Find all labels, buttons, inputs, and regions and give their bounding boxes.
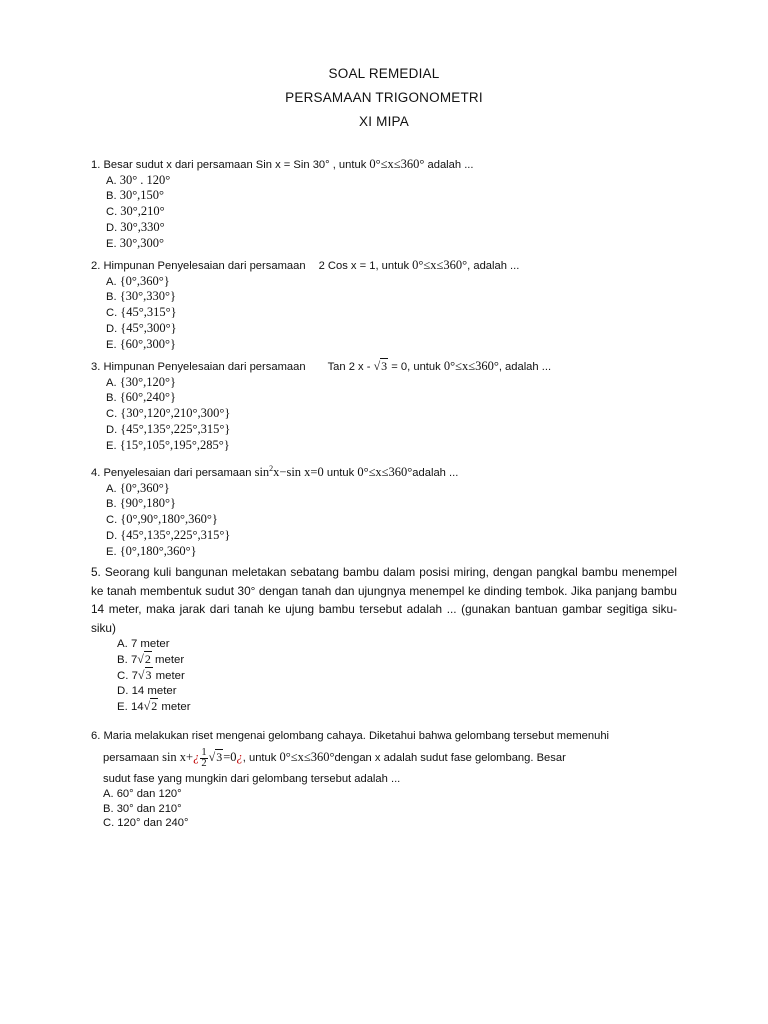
question-2-option-a: A. {0°,360°}: [106, 273, 170, 288]
question-1-text-c: adalah ...: [424, 159, 474, 171]
question-1-option-c: C. 30°,210°: [106, 204, 165, 219]
question-3-text-c: = 0, untuk: [388, 361, 444, 373]
question-1-stem: [91, 157, 691, 173]
question-4-option-c: C. {0°,90°,180°,360°}: [106, 512, 218, 527]
question-6-option-a: A. 60° dan 120°: [103, 788, 182, 800]
question-2-range: 0°≤x≤360°: [412, 258, 468, 272]
question-1-option-b: B. 30°,150°: [106, 188, 165, 203]
question-5-option-b: B. 7√2 meter: [117, 652, 185, 666]
question-3-option-e: E. {15°,105°,195°,285°}: [106, 437, 230, 452]
question-5-stem: 5. Seorang kuli bangunan meletakan sebatang bambu dalam posisi miring, dengan pangkal bambu menempel ke tanah membentuk sudut 30° dengan tanah dan ujungnya menempel ke dinding tembok. Jika panjang bambu 14 meter, maka jarak dari tanah ke ujung bambu tersebut adalah ... (gunakan bantuan gambar segitiga siku-siku): [91, 565, 677, 635]
title-line-2: PERSAMAAN TRIGONOMETRI: [285, 90, 483, 105]
question-2-option-b: B. {30°,330°}: [106, 289, 177, 304]
question-6-range: 0°≤x≤360°: [279, 750, 335, 764]
question-6-line-2: persamaan sin x+¿ $\frac{1}{2}$ √3=0¿, untuk 0°≤x≤360°dengan x adalah sudut fase gelombang. Besar: [103, 746, 566, 769]
question-6-line-1: 6. Maria melakukan riset mengenai gelombang cahaya. Diketahui bahwa gelombang tersebut memenuhi: [91, 730, 610, 742]
question-6-line-3: sudut fase yang mungkin dari gelombang tersebut adalah ...: [103, 773, 401, 785]
question-3-options: [91, 375, 691, 454]
question-3-option-b: B. {60°,240°}: [106, 390, 177, 405]
question-4-equation: $\sin^2x-\sin$ x=0: [254, 464, 324, 479]
question-6-fraction: $\frac{1}{2}$: [201, 746, 207, 769]
question-5-option-d: D. 14 meter: [117, 685, 177, 697]
question-6: [91, 728, 691, 831]
question-5-options: [91, 637, 691, 715]
question-2-stem: [91, 258, 691, 274]
question-2-option-c: C. {45°,315°}: [106, 305, 177, 320]
question-1-options: [91, 173, 691, 252]
question-2-option-e: E. {60°,300°}: [106, 336, 177, 351]
question-5-option-e: E. 14√2 meter: [117, 699, 191, 713]
question-3-text-d: , adalah ...: [498, 361, 552, 373]
question-6-equation: sin x+¿ $\frac{1}{2}$ √3=0¿: [162, 746, 243, 769]
question-2-text-c: , adalah ...: [467, 260, 520, 272]
question-2-options: [91, 274, 691, 353]
question-2-text-b: 2 Cos x = 1, untuk: [318, 260, 413, 272]
title-line-3: XI MIPA: [359, 114, 409, 129]
question-3-text-b: Tan 2 x -: [327, 361, 374, 373]
title-line-1: SOAL REMEDIAL: [328, 66, 440, 81]
question-1-option-e: E. 30°,300°: [106, 235, 165, 250]
question-3-range: 0°≤x≤360°: [443, 359, 499, 373]
question-1-range: 0°≤x≤360°: [369, 157, 425, 171]
question-1-option-a: A. 30° . 120°: [106, 172, 171, 187]
question-6-option-b: B. 30° dan 210°: [103, 802, 182, 815]
question-1-text-b: , untuk: [329, 159, 370, 171]
question-5-option-a: A. 7 meter: [117, 638, 170, 650]
question-3: [91, 359, 691, 453]
question-4-option-a: A. {0°,360°}: [106, 480, 170, 495]
question-1: [91, 157, 691, 251]
question-4-options: [91, 481, 691, 560]
question-4-option-b: B. {90°,180°}: [106, 496, 177, 511]
question-4-text-b: untuk: [323, 467, 358, 479]
question-2-text-a: 2. Himpunan Penyelesaian dari persamaan: [91, 260, 306, 272]
question-3-text-a: 3. Himpunan Penyelesaian dari persamaan: [91, 361, 306, 373]
document-title: [0, 62, 768, 134]
question-4-option-e: E. {0°,180°,360°}: [106, 543, 197, 558]
question-4-text-a: 4. Penyelesaian dari persamaan: [91, 467, 255, 479]
question-4-option-d: D. {45°,135°,225°,315°}: [106, 527, 231, 542]
question-3-option-c: C. {30°,120°,210°,300°}: [106, 406, 231, 421]
question-4-text-c: adalah ...: [412, 467, 459, 479]
question-6-options: [91, 787, 691, 831]
question-3-option-a: A. {30°,120°}: [106, 374, 177, 389]
question-4: [91, 462, 691, 559]
question-1-option-d: D. 30°,330°: [106, 219, 165, 234]
question-5-option-c: C. 7√3 meter: [117, 668, 185, 682]
question-3-option-d: D. {45°,135°,225°,315°}: [106, 421, 231, 436]
question-4-range: 0°≤x≤360°: [357, 465, 413, 479]
question-5: [91, 563, 691, 715]
question-3-stem: [91, 359, 691, 375]
question-3-sqrt: √3: [373, 359, 388, 373]
question-1-text-a: 1. Besar sudut x dari persamaan Sin x = Sin 30°: [91, 159, 330, 171]
question-4-stem: [91, 462, 691, 481]
question-2-option-d: D. {45°,300°}: [106, 320, 177, 335]
question-6-option-c: C. 120° dan 240°: [103, 817, 189, 830]
question-2: [91, 258, 691, 352]
